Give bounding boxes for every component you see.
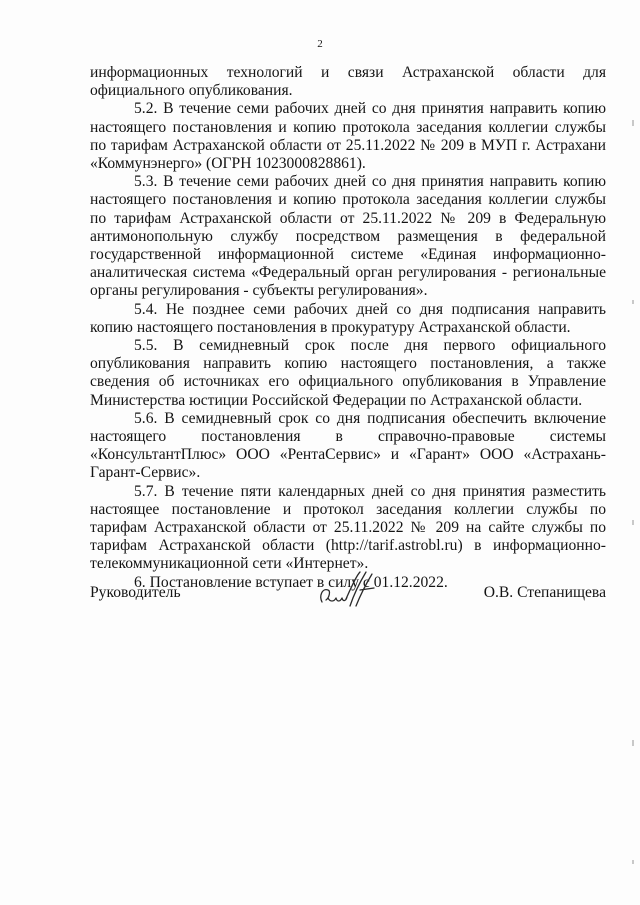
signatory-title: Руководитель: [90, 584, 181, 601]
document-body: [90, 64, 606, 592]
signature-block: [90, 584, 606, 624]
signatory-name: О.В. Степанищева: [483, 584, 606, 601]
paragraph-5-7: 5.7. В течение пяти календарных дней со дня принятия разместить настоящее постановление и протокол заседания коллегии службы по тарифам Астраханской области от 25.11.2022 № 209 на сайте службы по тарифам Астраханской области (http://tarif.astrobl.ru) в информационно-телекоммуникационной сети «Интернет».: [90, 482, 606, 573]
scan-edge-artifact: [632, 740, 634, 746]
paragraph-5-6: 5.6. В семидневный срок со дня подписания обеспечить включение настоящего постановления в справочно-правовые системы «КонсультантПлюс» ООО «РентаСервис» и «Гарант» ООО «Астрахань-Гарант-Сервис».: [90, 409, 606, 482]
scan-edge-artifact: [632, 860, 634, 864]
paragraph-5-5: 5.5. В семидневный срок после дня первого официального опубликования направить копию настоящего постановления, а также сведения об источниках его официального опубликования в Управление Министерства юстиции Российской Федерации по Астраханской области.: [90, 337, 606, 409]
scan-edge-artifact: [632, 120, 634, 126]
scan-edge-artifact: [632, 520, 634, 525]
paragraph-5-4: 5.4. Не позднее семи рабочих дней со дня подписания направить копию настоящего постановления в прокуратуру Астраханской области.: [90, 300, 606, 336]
handwritten-signature: [316, 568, 386, 618]
paragraph-5-2: 5.2. В течение семи рабочих дней со дня принятия направить копию настоящего постановления и копию протокола заседания коллегии службы по тарифам Астраханской области от 25.11.2022 № 209 в МУП г. Астрахани «Коммунэнерго» (ОГРН 1023000828861).: [90, 100, 606, 173]
paragraph-continuation: информационных технологий и связи Астраханской области для официального опубликования.: [90, 64, 606, 100]
scan-edge-artifact: [632, 300, 634, 304]
paragraph-5-3: 5.3. В течение семи рабочих дней со дня принятия направить копию настоящего постановления и копию протокола заседания коллегии службы по тарифам Астраханской области от 25.11.2022 № 209 в Федеральную антимонопольную службу посредством размещения в федеральной государственной информационной системе «Единая информационно-аналитическая система «Федеральный орган регулирования - региональные органы регулирования - субъекты регулирования».: [90, 173, 606, 300]
page-number: 2: [317, 38, 323, 50]
paragraph-6: 6. Постановление вступает в силу с 01.12.2022.: [134, 573, 448, 591]
